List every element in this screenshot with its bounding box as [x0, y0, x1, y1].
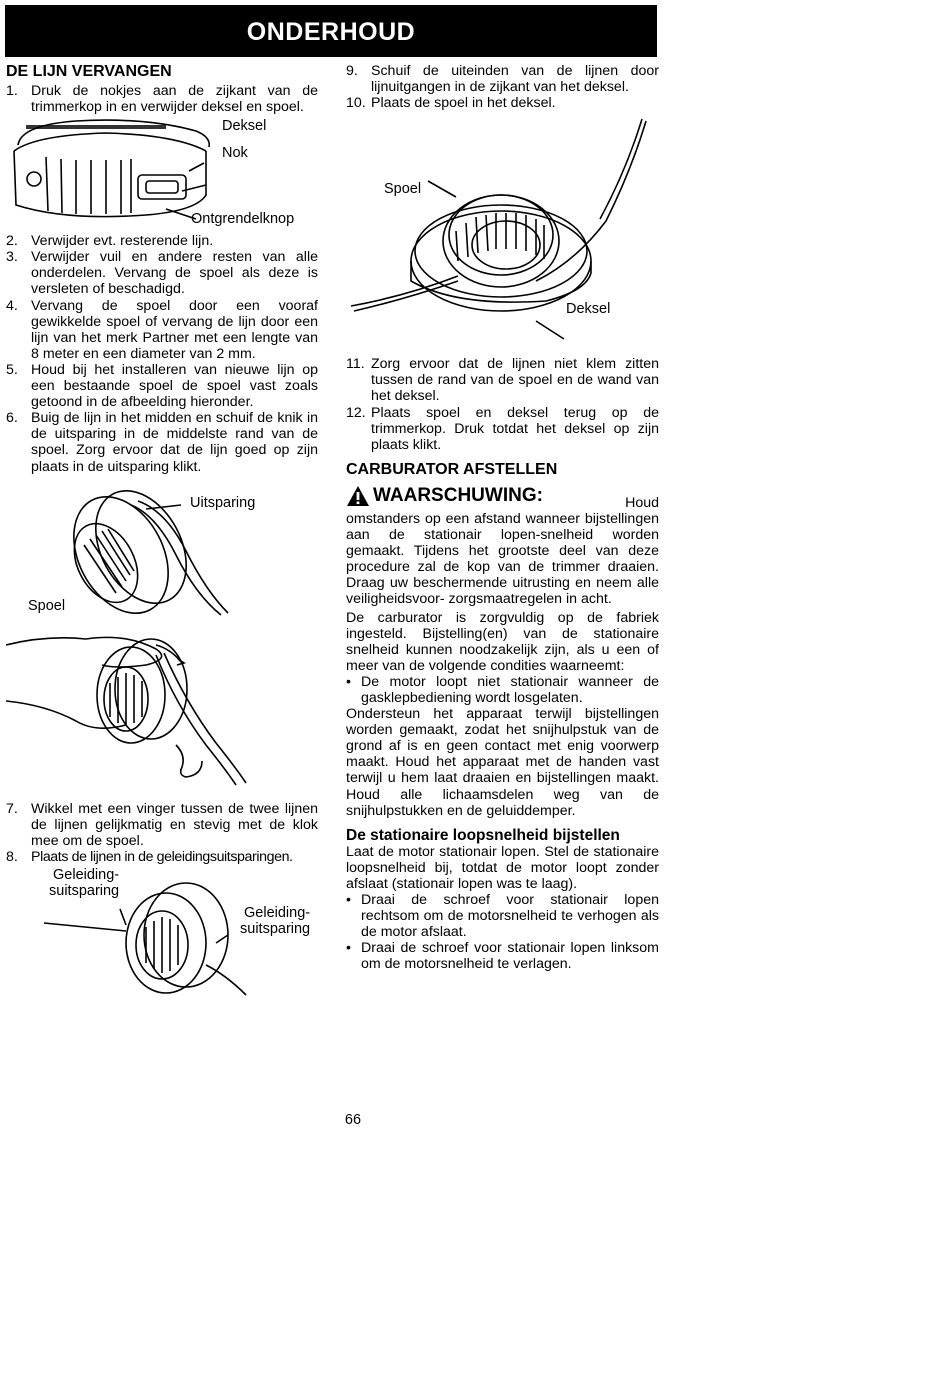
warning-triangle-icon: [346, 485, 370, 507]
steps-list-d: [346, 63, 659, 111]
label-uitsparing: Uitsparing: [190, 494, 256, 511]
step-item: 12. Plaats spoel en deksel terug op de trimmerkop. Druk totdat het deksel op zijn plaats klikt.: [346, 404, 659, 453]
figure-winding-line: [6, 625, 318, 795]
warning-title: WAARSCHUWING:: [346, 485, 543, 507]
page-header: ONDERHOUD: [5, 5, 657, 57]
steps-list-c: [6, 801, 318, 865]
figure-trimmer-head: [6, 115, 318, 227]
step-item: 3. Verwijder vuil en andere resten van alle onderdelen. Vervang de spoel als deze is versleten of beschadigd.: [6, 249, 318, 298]
step-item: 2. Verwijder evt. resterende lijn.: [6, 233, 214, 250]
figure-spool-in-cover: [346, 111, 659, 356]
spool-in-cover-illustration: [346, 111, 659, 356]
warning-text: omstanders op een afstand wanneer bijstellingen aan de stationair lopen-snelheid worden gemaakt. Tijdens het grootste deel van deze procedure zal de kop van de trimmer draaien. Draag uw beschermende uitrusting en neem alle veiligheidsvoor- zorgsmaatregelen in acht.: [346, 510, 659, 608]
step-item: 5. Houd bij het installeren van nieuwe lijn op een bestaande spoel de spoel vast zoals getoond in de afbeelding hieronder.: [6, 361, 318, 411]
carburetor-paragraph-2: Ondersteun het apparaat terwijl bijstellingen worden gemaakt, zodat het snijhulpstuk van de grond af is en geen contact met enig voorwerp maakt. Houd het apparaat met de handen vast terwijl u hem laat draaien en bijstellingen maakt. Houd alle lichaamsdelen weg van de snijhulpstukken en de geluiddemper.: [346, 706, 659, 819]
label-deksel: Deksel: [222, 118, 267, 135]
step-item: 6. Buig de lijn in het midden en schuif de knik in de uitsparing in de middelste rand van de spoel. Zorg ervoor dat de lijn goed op zijn plaats in de uitsparing klikt.: [6, 410, 318, 475]
steps-list-e: [346, 356, 659, 453]
bullet-item: • Draai de schroef voor stationair lopen linksom om de motorsnelheid te verlagen.: [346, 940, 659, 973]
carburetor-paragraph-1: De carburator is zorgvuldig op de fabriek ingesteld. Bijstelling(en) van de stationaire snelheid kunnen noodzakelijk zijn, als u een of meer van de volgende condities waarneemt:: [346, 609, 659, 674]
steps-list-b: [6, 233, 318, 474]
label-ontgrendelknop: Ontgrendelknop: [191, 211, 295, 228]
idle-paragraph: Laat de motor stationair lopen. Stel de stationaire loopsnelheid bij, totdat de motor loopt zonder afslaat (stationair lopen was te laag).: [346, 843, 659, 892]
right-column: [346, 63, 659, 972]
bullet-item: • Draai de schroef voor stationair lopen rechtsom om de motorsnelheid te verhogen als de motor afslaat.: [346, 892, 659, 941]
label-deksel-cover: Deksel: [566, 301, 611, 318]
section-heading-carburetor: CARBURATOR AFSTELLEN: [346, 460, 558, 478]
label-guide-slot-1-a: Geleiding-: [53, 866, 120, 883]
idle-bullets: [346, 892, 659, 972]
steps-list-a: [6, 83, 318, 115]
step-item: 4. Vervang de spoel door een vooraf gewikkelde spoel of vervang de lijn door een lijn van het merk Partner met een lengte van 8 meter en een diameter van 2 mm.: [6, 297, 318, 362]
label-spoel-cover: Spoel: [384, 181, 422, 198]
left-column: [6, 63, 318, 1005]
section-heading-line-replace: DE LIJN VERVANGEN: [6, 63, 172, 80]
carburetor-bullets: [346, 674, 659, 706]
winding-line-illustration: [6, 625, 318, 795]
step-item: 1. Druk de nokjes aan de zijkant van de trimmerkop in en verwijder deksel en spoel.: [6, 83, 318, 116]
warning-first-word: Houd: [625, 494, 659, 511]
bullet-item: • De motor loopt niet stationair wanneer de gasklepbediening wordt losgelaten.: [346, 673, 659, 706]
subheading-idle-speed: De stationaire loopsnelheid bijstellen: [346, 826, 620, 844]
step-item: 10. Plaats de spoel in het deksel.: [346, 95, 556, 112]
label-guide-slot-2-a: Geleiding-: [244, 904, 311, 921]
page-number: 66: [344, 1112, 362, 1128]
warning-heading-row: [346, 485, 659, 511]
label-nok: Nok: [222, 145, 248, 162]
label-spoel: Spoel: [28, 597, 66, 614]
step-item: 9. Schuif de uiteinden van de lijnen door lijnuitgangen in de zijkant van het deksel.: [346, 63, 659, 96]
figure-guide-slots: [6, 865, 318, 1005]
label-guide-slot-1-b: suitsparing: [49, 882, 120, 899]
step-item: 7. Wikkel met een vinger tussen de twee lijnen de lijnen gelijkmatig en stevig met de klok mee om de spoel.: [6, 800, 318, 849]
label-guide-slot-2-b: suitsparing: [240, 920, 311, 937]
figure-spool-notch: [6, 475, 318, 625]
step-item: 8. Plaats de lijnen in de geleidingsuitsparingen.: [6, 848, 293, 865]
step-item: 11. Zorg ervoor dat de lijnen niet klem zitten tussen de rand van de spoel en de wand van het deksel.: [346, 356, 659, 405]
